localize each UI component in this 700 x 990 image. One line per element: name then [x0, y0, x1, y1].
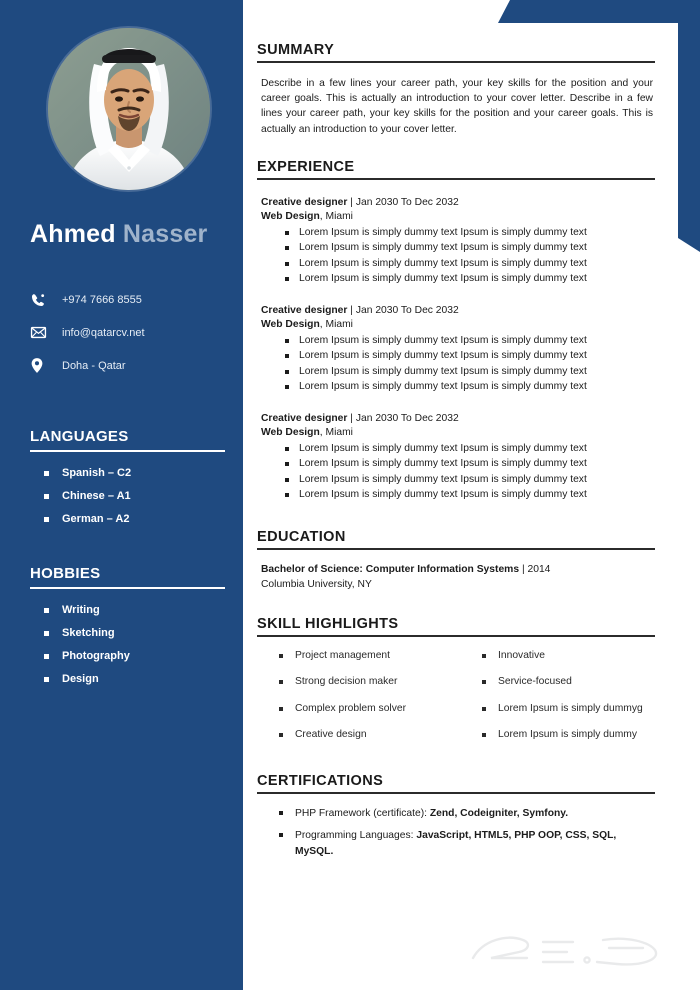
education-entry: [257, 550, 655, 592]
list-item: Lorem Ipsum is simply dummy: [482, 728, 655, 742]
certification-value: JavaScript, HTML5, PHP OOP, CSS, SQL, MySQL.: [295, 830, 617, 857]
languages-heading: LANGUAGES: [30, 428, 129, 445]
main-content: [243, 0, 700, 990]
job-company-line: Web Design, Miami: [261, 210, 353, 222]
list-item: Strong decision maker: [279, 675, 452, 689]
list-item: Project management: [279, 649, 452, 663]
job-title-line: [261, 196, 655, 210]
job-separator: |: [350, 304, 353, 316]
sidebar-section-hobbies: [30, 565, 225, 691]
list-item: Complex problem solver: [279, 702, 452, 716]
job-bullets: [261, 333, 655, 395]
list-item: Lorem Ipsum is simply dummy text Ipsum is simply dummy text: [285, 456, 655, 472]
contact-location[interactable]: [30, 349, 240, 382]
job-company: Web Design: [261, 426, 320, 438]
job-bullets: [261, 441, 655, 503]
job-separator: |: [350, 412, 353, 424]
list-item: Lorem Ipsum is simply dummy text Ipsum is simply dummy text: [285, 271, 655, 287]
list-item: Lorem Ipsum is simply dummyg: [482, 702, 655, 716]
skills-heading: SKILL HIGHLIGHTS: [257, 615, 399, 632]
list-item: Service-focused: [482, 675, 655, 689]
list-item: Creative design: [279, 728, 452, 742]
list-item: Lorem Ipsum is simply dummy text Ipsum is simply dummy text: [285, 348, 655, 364]
list-item: Lorem Ipsum is simply dummy text Ipsum is simply dummy text: [285, 472, 655, 488]
envelope-icon: [30, 324, 56, 341]
experience-heading: EXPERIENCE: [257, 158, 355, 175]
list-item: Lorem Ipsum is simply dummy text Ipsum is simply dummy text: [285, 364, 655, 380]
contact-list: [30, 283, 240, 382]
list-item: Lorem Ipsum is simply dummy text Ipsum is simply dummy text: [285, 487, 655, 503]
section-skill-highlights: [257, 592, 655, 755]
certifications-heading: CERTIFICATIONS: [257, 772, 384, 789]
job-company: Web Design: [261, 318, 320, 330]
summary-text: Describe in a few lines your career path, your key skills for the position and your career goals. This is actually an introduction to your cover letter. Describe in a few lines your career path, your key skills for the position and your career goals. This is actually an introduction to your cover letter.: [261, 78, 653, 135]
job-location: Miami: [325, 426, 353, 438]
phone-number: +974 7666 8555: [62, 293, 142, 306]
skills-column-right: [460, 649, 655, 755]
job-dates: Jan 2030 To Dec 2032: [355, 196, 459, 208]
hobbies-list: [30, 599, 225, 691]
certification-label: Programming Languages:: [295, 830, 417, 842]
certification-label: PHP Framework (certificate):: [295, 807, 430, 819]
hobbies-heading: HOBBIES: [30, 565, 101, 582]
section-experience: [257, 137, 655, 503]
full-name: [30, 220, 240, 249]
job-dates: Jan 2030 To Dec 2032: [355, 412, 459, 424]
contact-phone[interactable]: [30, 283, 240, 316]
list-item: [279, 806, 655, 822]
job-dates: Jan 2030 To Dec 2032: [355, 304, 459, 316]
first-name: Ahmed: [30, 220, 116, 248]
education-separator: |: [521, 563, 525, 575]
list-item: Lorem Ipsum is simply dummy text Ipsum is simply dummy text: [285, 240, 655, 256]
list-item: Lorem Ipsum is simply dummy text Ipsum is simply dummy text: [285, 256, 655, 272]
top-blue-accent-band: [498, 0, 700, 23]
section-certifications: [257, 755, 655, 860]
experience-entry: [257, 180, 655, 287]
job-separator: |: [350, 196, 353, 208]
sidebar: [0, 0, 243, 990]
job-bullets: [261, 225, 655, 287]
job-company: Web Design: [261, 210, 320, 222]
contact-email[interactable]: [30, 316, 240, 349]
location-pin-icon: [30, 357, 56, 374]
location-text: Doha - Qatar: [62, 359, 126, 372]
list-item: Chinese – A1: [44, 485, 225, 508]
portrait-photo-icon: [48, 28, 210, 190]
list-item: German – A2: [44, 508, 225, 531]
job-role: Creative designer: [261, 304, 348, 316]
job-company-line: Web Design, Miami: [261, 426, 353, 438]
list-item: Spanish – C2: [44, 462, 225, 485]
job-role: Creative designer: [261, 412, 348, 424]
experience-entry: [257, 395, 655, 503]
phone-icon: [30, 292, 56, 308]
list-item: Writing: [44, 599, 225, 622]
certification-value: Zend, Codeigniter, Symfony.: [429, 807, 569, 819]
languages-divider: [30, 450, 225, 452]
job-title-line: [261, 304, 655, 318]
languages-list: [30, 462, 225, 531]
sidebar-section-languages: [30, 428, 225, 531]
experience-entry: [257, 287, 655, 395]
right-blue-accent-band: [678, 0, 700, 252]
last-name: Nasser: [122, 220, 208, 248]
education-heading: EDUCATION: [257, 528, 346, 545]
list-item: Sketching: [44, 622, 225, 645]
job-role: Creative designer: [261, 196, 348, 208]
list-item: Lorem Ipsum is simply dummy text Ipsum is simply dummy text: [285, 225, 655, 241]
education-school: Columbia University, NY: [261, 578, 372, 590]
list-item: [279, 828, 655, 859]
avatar: [48, 28, 210, 190]
list-item: Design: [44, 668, 225, 691]
job-company-line: Web Design, Miami: [261, 318, 353, 330]
education-degree: Bachelor of Science: Computer Information Systems: [261, 563, 520, 575]
education-year: 2014: [527, 563, 551, 575]
skills-grid: [257, 637, 655, 755]
certifications-list: [257, 794, 655, 860]
list-item: Lorem Ipsum is simply dummy text Ipsum is simply dummy text: [285, 441, 655, 457]
job-location: Miami: [325, 210, 353, 222]
skills-column-left: [257, 649, 452, 755]
list-item: Lorem Ipsum is simply dummy text Ipsum is simply dummy text: [285, 333, 655, 349]
list-item: Innovative: [482, 649, 655, 663]
email-address: info@qatarcv.net: [62, 326, 145, 339]
list-item: Lorem Ipsum is simply dummy text Ipsum is simply dummy text: [285, 379, 655, 395]
section-education: [257, 503, 655, 592]
list-item: Photography: [44, 645, 225, 668]
job-location: Miami: [325, 318, 353, 330]
hobbies-divider: [30, 587, 225, 589]
job-title-line: [261, 412, 655, 426]
education-degree-line: [261, 562, 653, 577]
summary-heading: SUMMARY: [257, 42, 335, 58]
